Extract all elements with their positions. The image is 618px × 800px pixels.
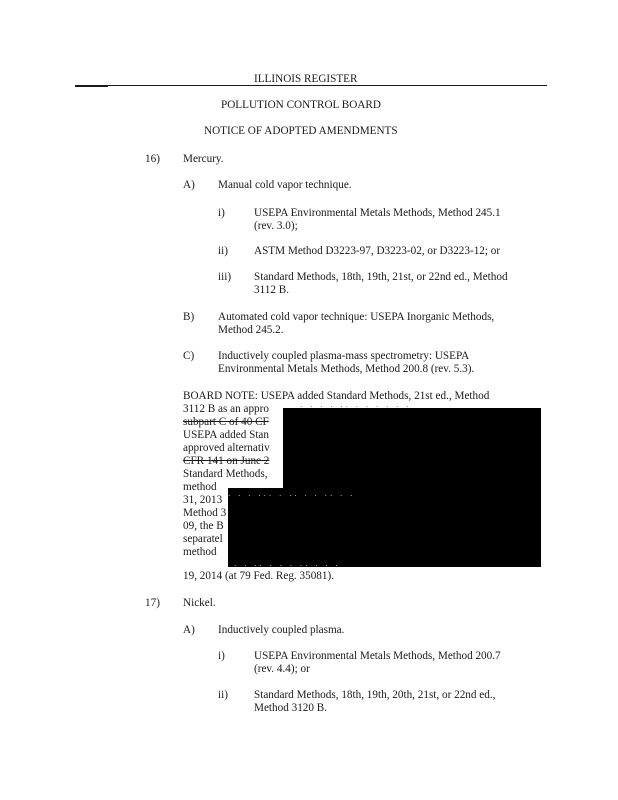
item-16-c-letter: C) xyxy=(183,350,195,362)
item-16-a-iii-line: Standard Methods, 18th, 19th, 21st, or 22nd ed., Method xyxy=(254,271,508,283)
item-16-b-letter: B) xyxy=(183,311,195,323)
item-17-a-i-line: USEPA Environmental Metals Methods, Method 200.7 xyxy=(254,650,501,662)
item-16-b-line: Automated cold vapor technique: USEPA Inorganic Methods, xyxy=(218,311,495,323)
register-title: ILLINOIS REGISTER xyxy=(254,73,358,85)
board-note-line: method xyxy=(183,546,217,558)
item-16-number: 16) xyxy=(145,153,160,165)
item-16-a-ii-line: ASTM Method D3223-97, D3223-02, or D3223-12; or xyxy=(254,245,501,257)
item-16-b-line: Method 245.2. xyxy=(218,324,284,336)
item-16-title: Mercury. xyxy=(183,153,224,165)
item-17-a-i-line: (rev. 4.4); or xyxy=(254,663,310,675)
notice-title: NOTICE OF ADOPTED AMENDMENTS xyxy=(204,125,398,137)
item-17-title: Nickel. xyxy=(183,597,216,609)
scan-noise: · · ·· · · · ·· · · · xyxy=(234,562,341,570)
item-17-a-letter: A) xyxy=(183,624,195,636)
board-note-line: USEPA added Stan xyxy=(183,429,269,441)
item-16-c-line: Inductively coupled plasma-mass spectrometry: USEPA xyxy=(218,350,470,362)
board-name: POLLUTION CONTROL BOARD xyxy=(221,99,381,111)
board-note-line: 31, 2013 xyxy=(183,494,223,506)
item-17-a-ii-line: Method 3120 B. xyxy=(254,702,328,714)
item-17-a-text: Inductively coupled plasma. xyxy=(218,624,345,636)
item-17-a-ii-line: Standard Methods, 18th, 19th, 20th, 21st, or 22nd ed., xyxy=(254,689,496,701)
item-16-a-i-line: USEPA Environmental Metals Methods, Method 245.1 xyxy=(254,207,501,219)
item-16-a-letter: A) xyxy=(183,179,195,191)
item-16-a-ii-numeral: ii) xyxy=(218,245,228,257)
board-note-line: CFR 141 on June 2 xyxy=(183,455,270,467)
item-16-a-iii-numeral: iii) xyxy=(218,271,232,283)
board-note-line: subpart C of 40 CF xyxy=(183,416,269,428)
item-16-c-line: Environmental Metals Methods, Method 200.8 (rev. 5.3). xyxy=(218,363,475,375)
item-16-a-i-numeral: i) xyxy=(218,207,225,219)
scan-noise: · · · ··· · ·· · · ·· · · xyxy=(228,492,356,500)
item-17-number: 17) xyxy=(145,597,160,609)
board-note-line: Standard Methods, xyxy=(183,468,268,480)
item-17-a-ii-numeral: ii) xyxy=(218,689,228,701)
item-16-a-iii-line: 3112 B. xyxy=(254,284,290,296)
board-note-line: method xyxy=(183,481,217,493)
redaction-block xyxy=(283,408,541,494)
scan-noise: · · · · ·· · · · · · · xyxy=(300,403,412,411)
item-16-a-text: Manual cold vapor technique. xyxy=(218,179,352,191)
board-note-line: 09, the B xyxy=(183,520,224,532)
board-note-line: separatel xyxy=(183,533,223,545)
board-note-line: 19, 2014 (at 79 Fed. Reg. 35081). xyxy=(183,570,335,582)
board-note-line: Method 3 xyxy=(183,507,227,519)
item-16-a-i-line: (rev. 3.0); xyxy=(254,220,298,232)
board-note-line: approved alternativ xyxy=(183,442,270,454)
header-rule xyxy=(75,85,547,86)
item-17-a-i-numeral: i) xyxy=(218,650,225,662)
board-note-line: BOARD NOTE: USEPA added Standard Methods, 21st ed., Method xyxy=(183,390,490,402)
board-note-line: 3112 B as an appro xyxy=(183,403,269,415)
